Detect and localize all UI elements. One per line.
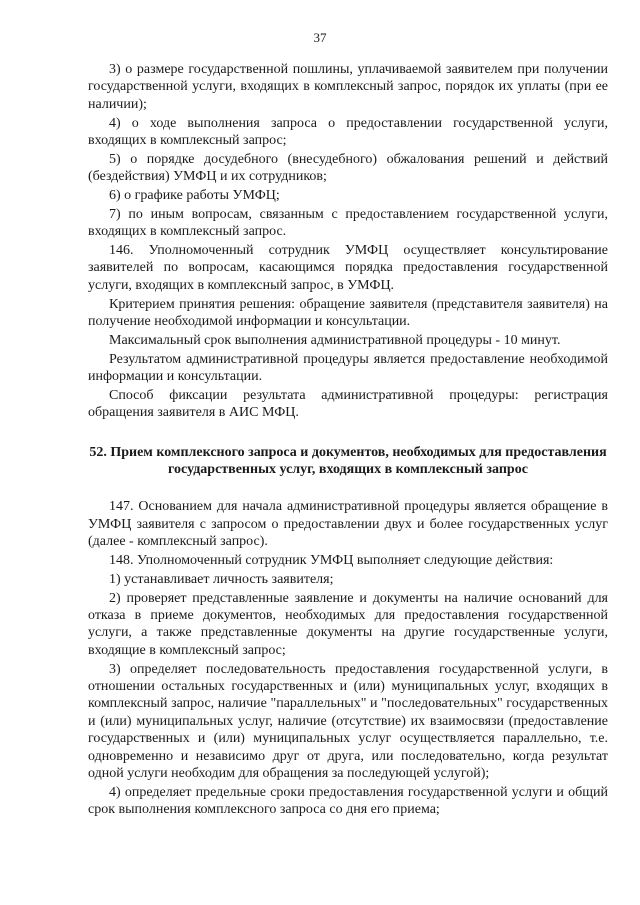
paragraph: 4) определяет предельные сроки предоставления государственной услуги и общий срок выполнения комплексного запроса со дня его приема; (88, 784, 608, 818)
paragraph: 3) определяет последовательность предоставления государственной услуги, в отношении остальных государственных и (или) муниципальных услуг, входящих в комплексный запрос, наличие "параллельных" и "последовательных" государственных и (или) муниципальных услуг, наличие (отсутствие) их взаимосвязи (предоставление государственных и (или) муниципальных услуг осуществляется параллельно, т.е. одновременно и независимо друг от друга, или последовательно, когда результат одной услуги необходим для обращения за последующей услугой); (88, 661, 608, 782)
paragraph: 6) о графике работы УМФЦ; (109, 188, 280, 204)
paragraph: 148. Уполномоченный сотрудник УМФЦ выполняет следующие действия: (109, 553, 554, 569)
paragraph: Результатом административной процедуры является предоставление необходимой информации и консультации. (88, 351, 608, 385)
paragraph: 4) о ходе выполнения запроса о предоставлении государственной услуги, входящих в комплексный запрос; (88, 115, 608, 149)
paragraph: Критерием принятия решения: обращение заявителя (представителя заявителя) на получение необходимой информации и консультации. (88, 296, 608, 330)
paragraph: 1) устанавливает личность заявителя; (109, 571, 334, 587)
paragraph: Максимальный срок выполнения административной процедуры - 10 минут. (109, 332, 561, 348)
paragraph: 5) о порядке досудебного (внесудебного) обжалования решений и действий (бездействия) УМФЦ и их сотрудников; (88, 151, 608, 185)
paragraph: 2) проверяет представленные заявление и документы на наличие оснований для отказа в приеме документов, необходимых для предоставления государственной услуги, а также представленные документы на другие государственные услуги, входящие в комплексный запрос; (88, 590, 608, 658)
section-heading: 52. Прием комплексного запроса и документов, необходимых для предоставления государственных услуг, входящих в комплексный запрос (89, 444, 607, 478)
paragraph: Способ фиксации результата административной процедуры: регистрация обращения заявителя в АИС МФЦ. (88, 387, 608, 421)
paragraph: 7) по иным вопросам, связанным с предоставлением государственной услуги, входящих в комплексный запрос. (88, 206, 608, 240)
paragraph: 147. Основанием для начала административной процедуры является обращение в УМФЦ заявителя с запросом о предоставлении двух и более государственных услуг (далее - комплексный запрос). (88, 499, 608, 550)
paragraph: 146. Уполномоченный сотрудник УМФЦ осуществляет консультирование заявителей по вопросам, касающимся порядка предоставления государственной услуги, входящих в комплексный запрос, в УМФЦ. (88, 243, 608, 293)
page-number: 37 (313, 30, 327, 45)
document-body (88, 61, 608, 820)
paragraph: 3) о размере государственной пошлины, уплачиваемой заявителем при получении государственной услуги, входящих в комплексный запрос, порядок их уплаты (при ее наличии); (88, 62, 608, 112)
